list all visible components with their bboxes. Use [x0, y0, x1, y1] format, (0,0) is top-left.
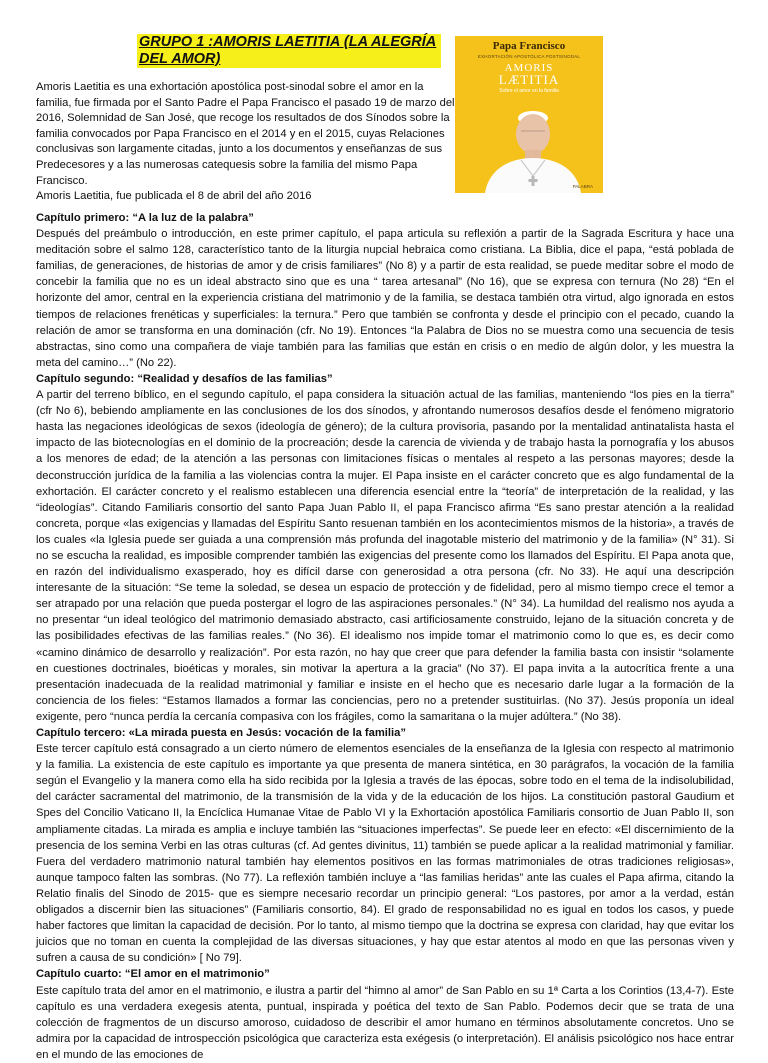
cover-title-line2: LÆTITIA	[498, 72, 560, 87]
chapter-heading-2: Capítulo segundo: “Realidad y desafíos de las familias”	[36, 372, 333, 385]
intro-section	[36, 80, 456, 205]
chapter-heading-4: Capítulo cuarto: “El amor en el matrimonio”	[36, 968, 270, 981]
page-title: GRUPO 1 :AMORIS LAETITIA (LA ALEGRÍA DEL AMOR)	[137, 34, 441, 68]
cover-subtitle: Sobre el amor en la familia	[499, 88, 559, 94]
chapter-text-1: Después del preámbulo o introducción, en este primer capítulo, el papa articula su reflexión a partir de la Sagrada Escritura y hace una meditación sobre el salmo 128, característico tanto de la liturgia nupcial hebraica como cristiana. La Biblia, dice el papa, “está poblada de familias, de generaciones, de historias de amor y de crisis familiares” (No 8) y a partir de esta realidad, se puede meditar sobre el modo de concebir la familia que no es un ideal abstracto sino que es una “ tarea artesanal” (No 16), que se expresa con ternura (No 28) “En el horizonte del amor, central en la experiencia cristiana del matrimonio y de la familia, se destaca también otra virtud, algo ignorada en estos tiempos de relaciones frenéticas y superficiales: la ternura.” Pero que también se confronta y desde el principio con el pecado, cuando la relación de amor se transforma en una dominación (cfr. No 19). Entonces “la Palabra de Dios no se muestra como una secuencia de tesis abstractas, sino como una compañera de viaje también para las familias que están en crisis o en medio de algún dolor, y les muestra la meta del camino…” (No 22).	[36, 228, 734, 369]
chapter-heading-1: Capítulo primero: “A la luz de la palabra”	[36, 212, 254, 224]
cover-subtop: EXHORTACIÓN APOSTÓLICA POSTSINODAL	[477, 54, 581, 59]
chapter-text-2: A partir del terreno bíblico, en el segundo capítulo, el papa considera la situación actual de las familias, manteniendo “los pies en la tierra” (cfr No 6), bebiendo ampliamente en las conclusiones de los dos sínodos, y afrontando numerosos desafíos desde el fenómeno migratorio hasta las negaciones ideológicas de sexos (ideología de género); de la cultura provisoria, pasando por la mentalidad antinatalista hasta el impacto de las biotecnologías en el dominio de la procreación; desde la carencia de vivienda y de trabajo hasta la pornografía y los abusos a los menores de edad; de la atención a las personas con limitaciones físicas o mentales al respeto a las personas mayores; desde la deconstrucción jurídica de la familia a las violencias contra la mujer. El Papa insiste en el carácter concreto que es algo fundamental de la exhortación. El carácter concreto y el realismo establecen una diferencia esencial entre la “teoría” de interpretación de la realidad, y las “ideologías”. Citando Familiaris consortio del santo Papa Juan Pablo II, el papa Francisco afirma “Es sano prestar atención a la realidad concreta, porque «las exigencias y llamadas del Espíritu Santo resuenan también en los acontecimientos mismos de la historia», a través de los cuales «la Iglesia puede ser guiada a una comprensión más profunda del inagotable misterio del matrimonio y de la familia» (N° 31). Si no se escucha la realidad, es imposible comprender también las exigencias del presente como los llamados del Espíritu. El Papa anota que, en razón del individualismo exasperado, hoy es difícil darse con generosidad a otra persona (cfr. No 33). He aquí una descripción interesante de la situación: “Se teme la soledad, se desea un espacio de protección y de fidelidad, pero al mismo tiempo crece el temor a ser atrapado por una relación que pueda postergar el logro de las aspiraciones personales.” (N° 34). La humildad del realismo nos ayuda a no presentar “un ideal teológico del matrimonio demasiado abstracto, casi artificiosamente construido, lejano de la situación concreta y de las posibilidades efectivas de las familias reales.” (No 36). El idealismo nos impide tomar el matrimonio como lo que es, es decir como «camino dinámico de desarrollo y realización”. Por esta razón, no hay que creer que para defender la familia basta con insistir “solamente en cuestiones doctrinales, bioéticas y morales, sin motivar la apertura a la gracia” (No 37). El papa invita a la autocrítica frente a una presentación inadecuada de la realidad matrimonial y familiar e insiste en el hecho que es necesario darle lugar a la formación de la conciencia de los fieles: “Estamos llamados a formar las conciencias, pero no a pretender sustituirlas. (No 37). Jesús proponía un ideal exigente, pero “nunca perdía la cercanía compasiva con los frágiles, como la samaritana o la mujer adúltera.” (No 38).	[36, 389, 734, 723]
cover-title-line1: AMORIS	[504, 62, 554, 74]
pope-portrait-illustration	[455, 36, 603, 193]
chapter-text-4: Este capítulo trata del amor en el matrimonio, e ilustra a partir del “himno al amor” de San Pablo en su 1ª Carta a los Corintios (13,4-7). Este capítulo es una verdadera exegesis atenta, puntual, inspirada y poética del texto de San Pablo. Podemos decir que se trata de una colección de fragmentos de un discurso amoroso, cuidadoso de describir el amor humano en términos absolutamente concretos. Uno se admira por la capacidad de introspección psicológica que caracteriza esta exégesis (o interpretación). El análisis psicológico nos hace entrar en el mundo de las emociones de	[36, 984, 734, 1061]
cover-publisher: PALABRA	[572, 184, 593, 189]
publication-date: Amoris Laetitia, fue publicada el 8 de abril del año 2016	[36, 190, 312, 203]
chapter-text-3: Este tercer capítulo está consagrado a un cierto número de elementos esenciales de la enseñanza de la Iglesia con respecto al matrimonio y la familia. La existencia de este capítulo es importante ya que presenta de manera sintética, en 30 parágrafos, la vocación de la familia según el Evangelio y la manera como ella ha sido recibida por la Iglesia a través de las épocas, sobre todo en el tema de la indisolubilidad, del carácter sacramental del matrimonio, de la transmisión de la vida y de la educación de los hijos. La constitución pastoral Gaudium et Spes del Concilio Vaticano II, la Encíclica Humanae Vitae de Pablo VI y la Exhortación apostólica Familiaris consortio de Juan Pablo II, son ampliamente citadas. La mirada es amplia e incluye también las “situaciones imperfectas”. Se puede leer en efecto: «El discernimiento de la presencia de los semina Verbi en las otras culturas (cf. Ad gentes divinitus, 11) también se puede aplicar a la realidad matrimonial y familiar. Fuera del verdadero matrimonio natural también hay elementos positivos en las formas matrimoniales de otras tradiciones religiosas», aunque tampoco falten las sombras. (No 77). La reflexión también incluye a “las familias heridas” ante las cuales el Papa afirma, citando la Relatio finalis del Sinodo de 2015- que es siempre necesario recordar un principio general: “Los pastores, por amor a la verdad, están obligados a discernir bien las situaciones” (Familiaris consortio, 84). El grado de responsabilidad no es igual en todos los casos, y puede haber factores que limitan la capacidad de decisión. Por lo tanto, al mismo tiempo que la doctrina se expresa con claridad, hay que evitar los juicios que no toman en cuenta la complejidad de las diversas situaciones, y hay que estar atentos al modo en que las personas viven y sufren a causa de su condición» [ No 79].	[36, 743, 734, 965]
chapter-heading-3: Capítulo tercero: «La mirada puesta en Jesús: vocación de la familia”	[36, 727, 406, 739]
intro-paragraph: Amoris Laetitia es una exhortación apostólica post-sinodal sobre el amor en la familia, fue firmada por el Santo Padre el Papa Francisco el pasado 19 de marzo del 2016, Solemnidad de San José, que recoge los resultados de dos Sínodos sobre la familia convocados por Papa Francisco en el 2014 y en el 2015, cuyas Relaciones conclusivas son largamente citadas, junto a los documentos y enseñanzas de sus Predecesores y a las numerosas catequesis sobre la familia del mismo Papa Francisco.	[36, 81, 455, 187]
book-cover-image	[455, 36, 603, 193]
cover-author: Papa Francisco	[492, 40, 566, 52]
chapters-section	[36, 210, 734, 1063]
